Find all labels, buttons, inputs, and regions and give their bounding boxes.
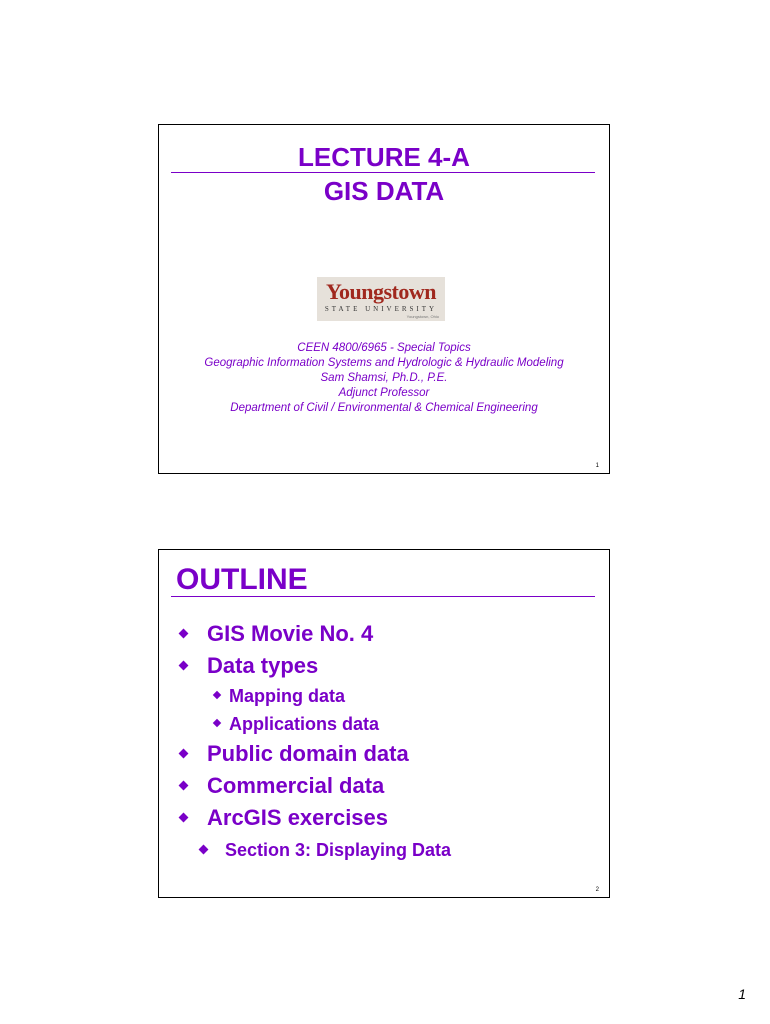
- list-item: Mapping data: [177, 682, 599, 710]
- slide-1-title-line-2: GIS DATA: [323, 176, 445, 206]
- list-item: Public domain data: [177, 738, 599, 770]
- title-rule: [171, 172, 595, 173]
- diamond-bullet-icon: [179, 661, 189, 671]
- list-item: Data types: [177, 650, 599, 682]
- slide-2: [158, 549, 610, 898]
- logo-tagline: Youngstown, Ohio: [406, 314, 439, 319]
- list-item: Applications data: [177, 710, 599, 738]
- outline-list: [177, 618, 599, 866]
- slide-2-title: OUTLINE: [176, 563, 308, 596]
- credit-line: Geographic Information Systems and Hydrologic & Hydraulic Modeling: [204, 357, 564, 369]
- slide-1: [158, 124, 610, 474]
- credit-line: CEEN 4800/6965 - Special Topics: [297, 342, 471, 354]
- diamond-bullet-icon: [213, 691, 221, 699]
- diamond-bullet-icon: [213, 719, 221, 727]
- diamond-bullet-icon: [179, 629, 189, 639]
- logo-wordmark: Youngstown: [326, 279, 436, 304]
- logo-subtitle: STATE UNIVERSITY: [324, 305, 438, 313]
- course-credits: [159, 341, 609, 416]
- diamond-bullet-icon: [179, 749, 189, 759]
- list-item: GIS Movie No. 4: [177, 618, 599, 650]
- diamond-bullet-icon: [179, 813, 189, 823]
- slide-1-title-line-1: LECTURE 4-A: [298, 142, 470, 172]
- list-item: ArcGIS exercises: [177, 802, 599, 834]
- credit-line: Department of Civil / Environmental & Chemical Engineering: [230, 402, 538, 414]
- diamond-bullet-icon: [199, 845, 209, 855]
- list-item: Section 3: Displaying Data: [177, 834, 599, 866]
- page-number: 1: [738, 986, 746, 1002]
- diamond-bullet-icon: [179, 781, 189, 791]
- credit-line: Adjunct Professor: [338, 387, 430, 399]
- slide-number: 1: [595, 463, 599, 469]
- title-rule: [171, 596, 595, 597]
- credit-line: Sam Shamsi, Ph.D., P.E.: [320, 372, 448, 384]
- list-item: Commercial data: [177, 770, 599, 802]
- slide-number: 2: [595, 887, 599, 893]
- university-logo: [317, 277, 445, 321]
